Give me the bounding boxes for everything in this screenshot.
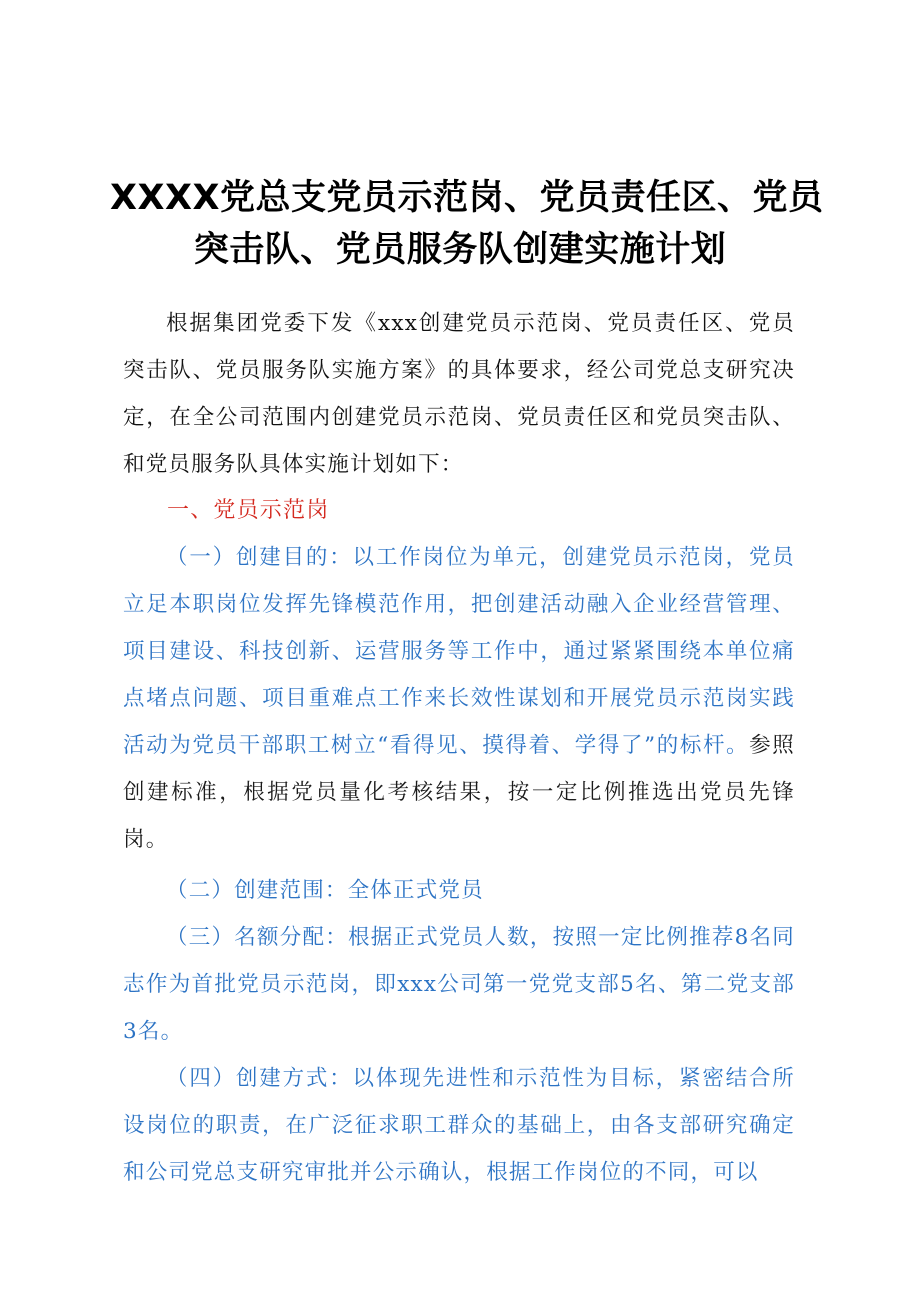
item-1-paragraph [123,534,795,863]
section-heading-1: 一、党员示范岗 [167,498,330,523]
title-line-1: XXXX党总支党员示范岗、党员责任区、党员 [110,178,824,218]
item-1-black-text: 参照创建标准，根据党员量化考核结果，按一定比例推选出党员先锋岗。 [123,733,795,852]
item-1-blue-text: （一）创建目的：以工作岗位为单元，创建党员示范岗，党员立足本职岗位发挥先锋模范作用，把创建活动融入企业经营管理、项目建设、科技创新、运营服务等工作中，通过紧紧围绕本单位痛点堵点问题、项目重难点工作来长效性谋划和开展党员示范岗实践活动为党员干部职工树立“看得见、摸得着、学得了”的标杆。 [123,545,795,758]
item-3-paragraph: （三）名额分配：根据正式党员人数，按照一定比例推荐8名同志作为首批党员示范岗，即xxx公司第一党党支部5名、第二党支部3名。 [123,925,795,1044]
intro-paragraph: 根据集团党委下发《xxx创建党员示范岗、党员责任区、党员突击队、党员服务队实施方案》的具体要求，经公司党总支研究决定，在全公司范围内创建党员示范岗、党员责任区和党员突击队、和党员服务队具体实施计划如下： [123,311,795,477]
title-line-2: 突击队、党员服务队创建实施计划 [193,230,727,270]
item-4-paragraph: （四）创建方式：以体现先进性和示范性为目标，紧密结合所设岗位的职责，在广泛征求职工群众的基础上，由各支部研究确定和公司党总支研究审批并公示确认，根据工作岗位的不同，可以 [123,1066,795,1185]
document-title [110,172,824,276]
document-body [123,300,795,1196]
item-2-paragraph: （二）创建范围：全体正式党员 [166,878,484,903]
